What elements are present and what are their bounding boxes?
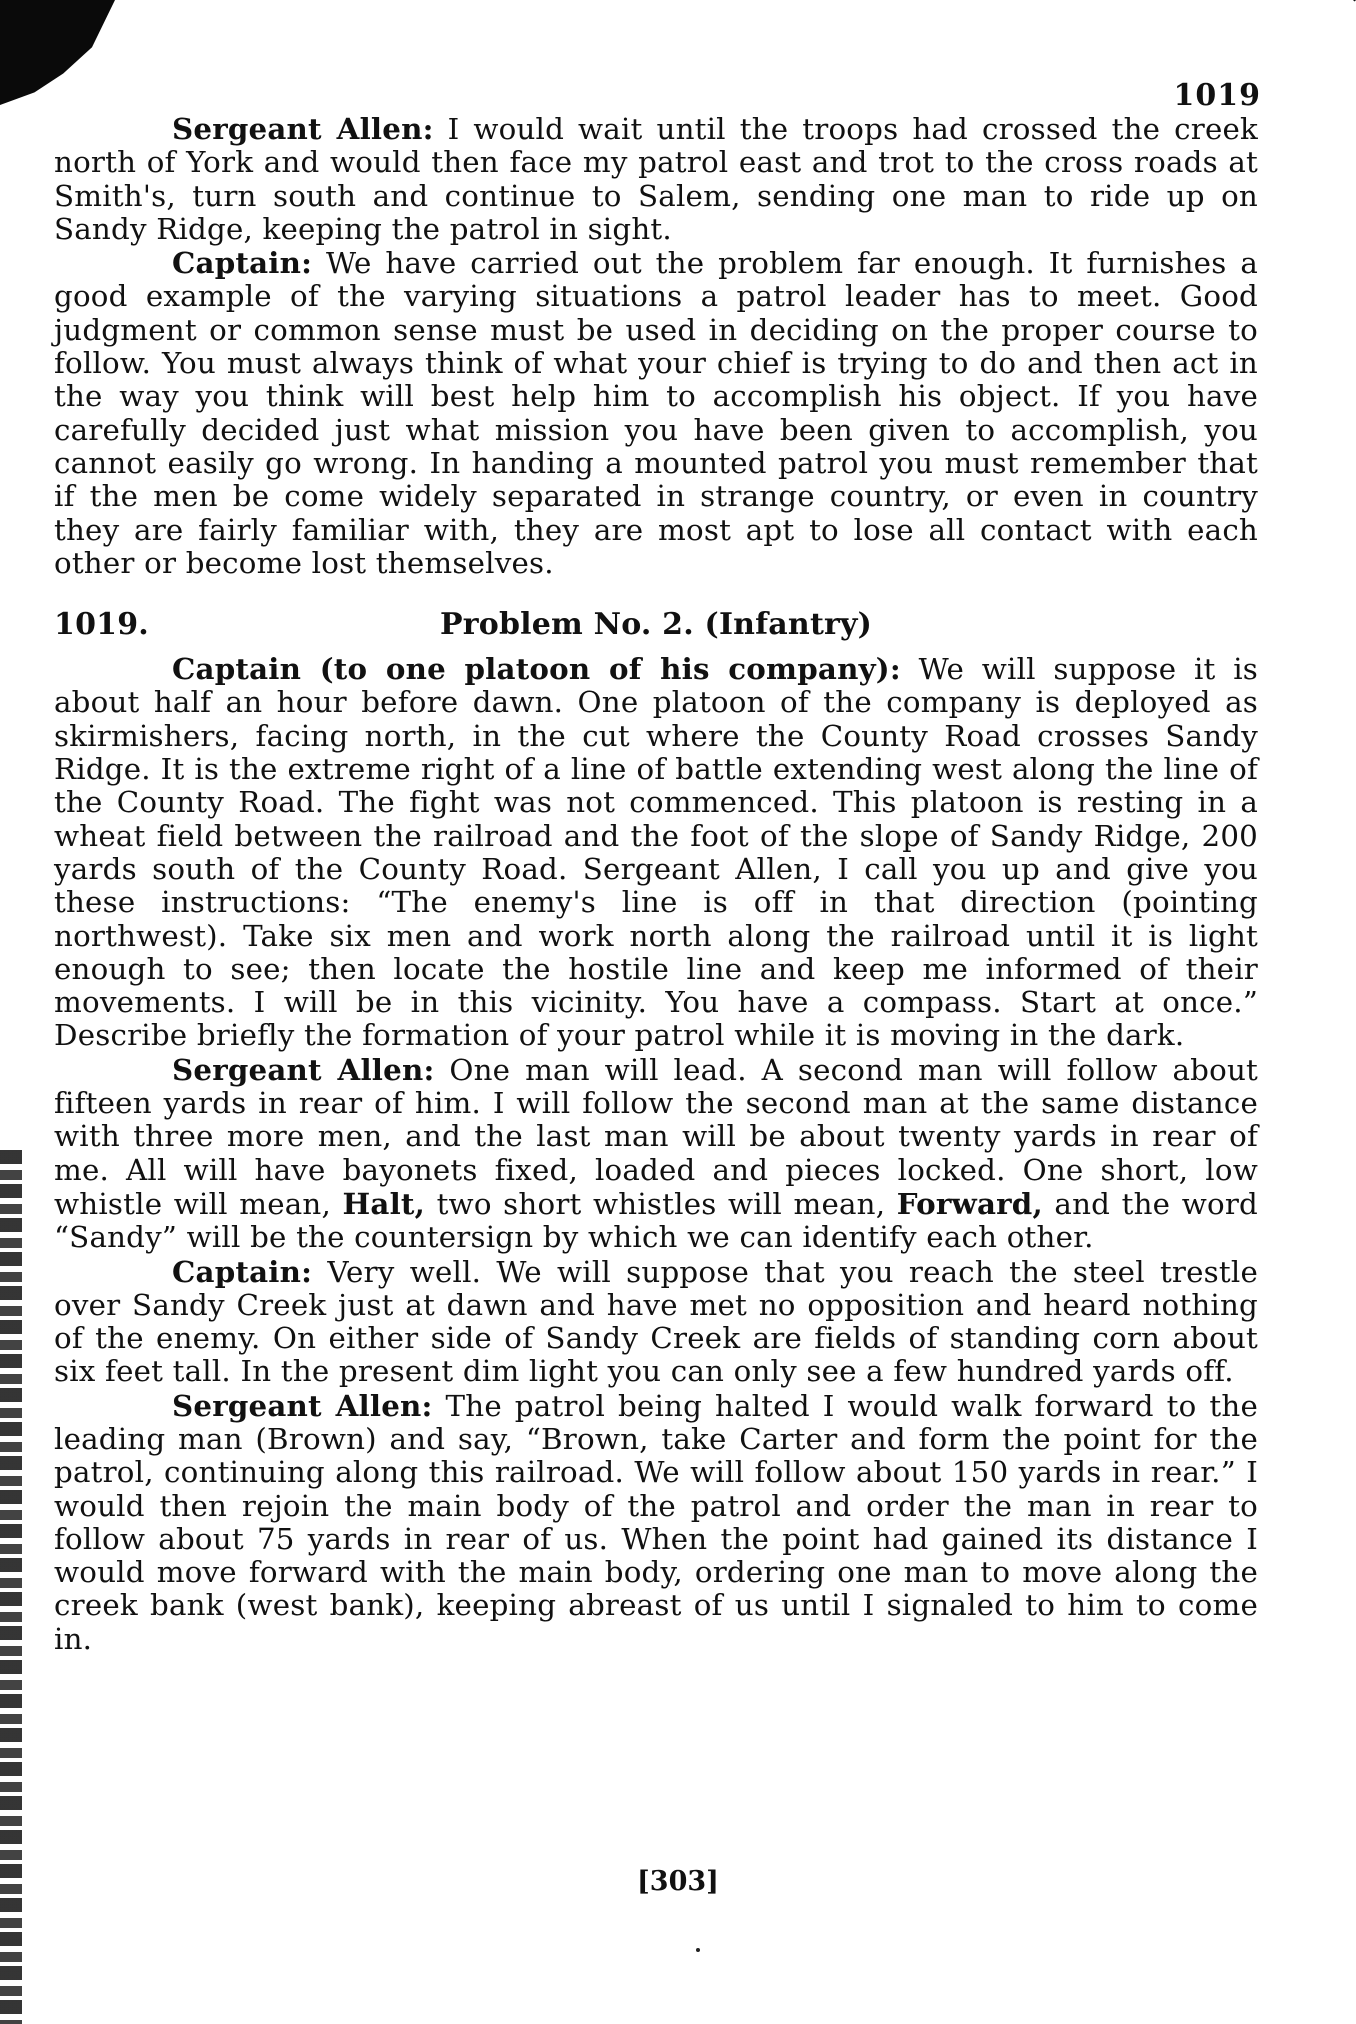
- problem-title: Problem No. 2. (Infantry): [439, 607, 873, 643]
- paragraph-text: and the word “Sandy” will be the countersign by which we can identify each other.: [54, 1186, 1258, 1255]
- paragraph-text: We will suppose it is about half an hour before dawn. One platoon of the company is deployed as skirmishers, facing north, in the cut where the County Road crosses Sandy Ridge. It is the extreme right of a line of battle extending west along the line of the County Road. The fight was not commenced. This platoon is resting in a wheat field between the railroad and the foot of the slope of Sandy Ridge, 200 yards south of the County Road. Sergeant Allen, I call you up and give you these instructions: “The enemy's line is off in that direction (pointing northwest). Take six men and work north along the railroad until it is light enough to see; then locate the hostile line and keep me informed of their movements. I will be in this vicinity. You have a compass. Start at once.” Describe briefly the formation of your patrol while it is moving in the dark.: [54, 652, 1258, 1053]
- scan-edge-mark: [0, 0, 115, 105]
- scan-corner-line: [1309, 0, 1356, 2]
- paragraph-text: The patrol being halted I would walk forward to the leading man (Brown) and say, “Brown, take Carter and form the point for the patrol, continuing along this railroad. We will follow about 150 yards in rear.” I would then rejoin the main body of the patrol and order the man in rear to follow about 75 yards in rear of us. When the point had gained its distance I would move forward with the main body, ordering one man to move along the creek bank (west bank), keeping abreast of us until I signaled to him to come in.: [54, 1388, 1258, 1656]
- paragraph-text: two short whistles will mean,: [425, 1186, 897, 1221]
- paragraph-text: One man will lead. A second man will follow about fifteen yards in rear of him. I will follow the second man at the same distance with three more men, and the last man will be about twenty yards in rear of me. All will have bayonets fixed, loaded and pieces locked. One short, low whistle will mean,: [54, 1052, 1258, 1221]
- body-text: [54, 112, 1258, 1656]
- paragraph-text: Very well. We will suppose that you reach the steel trestle over Sandy Creek just at dawn and have met no opposition and heard nothing of the enemy. On either side of Sandy Creek are fields of standing corn about six feet tall. In the present dim light you can only see a few hundred yards off.: [54, 1254, 1258, 1389]
- speaker-label: Sergeant Allen:: [172, 1387, 433, 1423]
- paragraph-allen-2: [54, 1053, 1258, 1255]
- speaker-label: Sergeant Allen:: [172, 111, 434, 146]
- paragraph-allen-3: [54, 1389, 1258, 1656]
- paragraph-captain-1: [54, 246, 1258, 580]
- scan-speck: [696, 1948, 700, 1952]
- section-number: 1019.: [54, 607, 149, 643]
- speaker-label: Captain:: [172, 1253, 313, 1289]
- paragraph-captain-3: [54, 1255, 1258, 1389]
- page-number: 1019: [1173, 78, 1261, 113]
- speaker-label: Captain (to one platoon of his company):: [172, 651, 901, 687]
- paragraph-text: I would wait until the troops had crossed the creek north of York and would then face my patrol east and trot to the cross roads at Smith's, turn south and continue to Salem, sending one man to ride up on Sandy Ridge, keeping the patrol in sight.: [54, 112, 1258, 246]
- paragraph-text: We have carried out the problem far enough. It furnishes a good example of the varying situations a patrol leader has to meet. Good judgment or common sense must be used in deciding on the proper course to follow. You must always think of what your chief is trying to do and then act in the way you think will best help him to accomplish his object. If you have carefully decided just what mission you have been given to accomplish, you cannot easily go wrong. In handing a mounted patrol you must remember that if the men be come widely separated in strange country, or even in country they are fairly familiar with, they are most apt to lose all contact with each other or become lost themselves.: [54, 246, 1258, 580]
- paragraph-allen-1: [54, 112, 1258, 246]
- paragraph-captain-2: [54, 652, 1258, 1053]
- problem-heading: [54, 608, 1258, 644]
- speaker-label: Sergeant Allen:: [172, 1051, 435, 1087]
- page-footer-number: [303]: [637, 1866, 719, 1897]
- command-forward: Forward,: [896, 1185, 1043, 1221]
- speaker-label: Captain:: [172, 245, 313, 281]
- command-halt: Halt,: [342, 1185, 426, 1221]
